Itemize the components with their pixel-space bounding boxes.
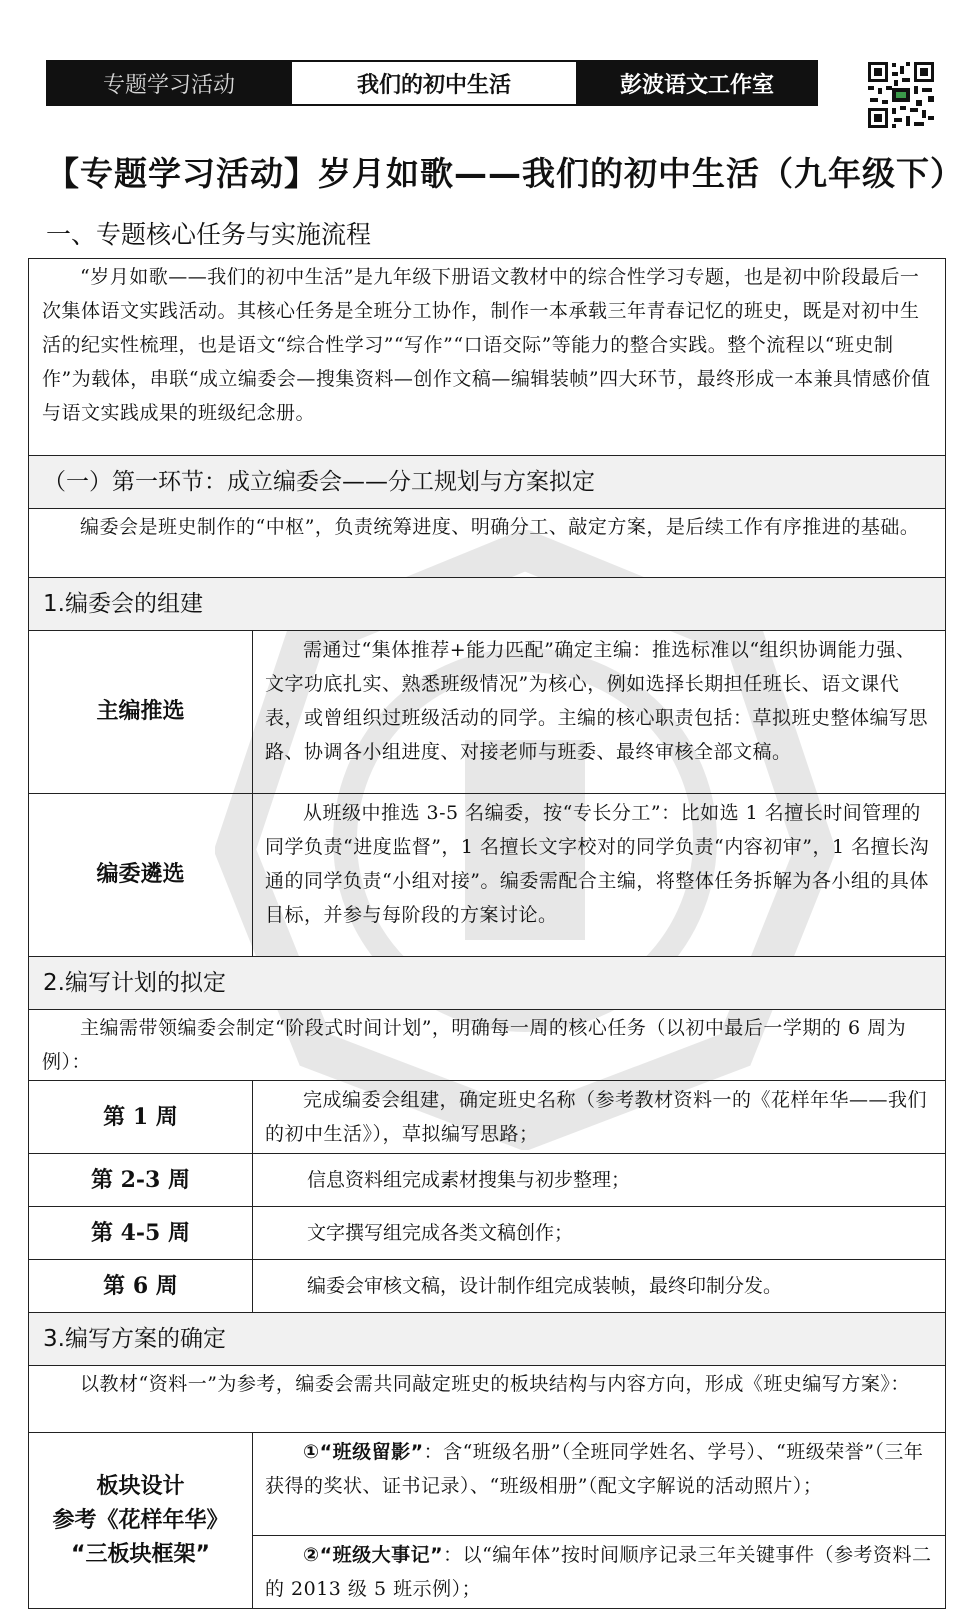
- week-text: 信息资料组完成素材搜集与初步整理；: [253, 1154, 946, 1207]
- plan-item-text: ：以“编年体”按时间顺序记录三年关键事件（参考资料二的 2013 级 5 班示例）；: [265, 1544, 932, 1600]
- stage1-heading: （一）第一环节：成立编委会——分工规划与方案拟定: [29, 456, 946, 509]
- sub1-heading-row: [29, 578, 946, 631]
- stage1-heading-row: [29, 456, 946, 509]
- week-label: 第 4-5 周: [29, 1207, 253, 1260]
- sub2-intro-row: [29, 1010, 946, 1081]
- sub3-intro-row: [29, 1366, 946, 1433]
- intro-row: [29, 259, 946, 456]
- week-label: 第 2-3 周: [29, 1154, 253, 1207]
- row-text: 从班级中推选 3-5 名编委，按“专长分工”：比如选 1 名擅长时间管理的同学负责“进度监督”，1 名擅长文字校对的同学负责“内容初审”，1 名擅长沟通的同学负责“小组对接”。编委需配合主编，将整体任务拆解为各小组的具体目标，并参与每阶段的方案讨论。: [253, 794, 946, 957]
- header-center-label: 我们的初中生活: [290, 62, 578, 104]
- week-text: 编委会审核文稿，设计制作组完成装帧，最终印制分发。: [253, 1260, 946, 1313]
- plan-item: [253, 1536, 946, 1609]
- plan-label-line2: 参考《花样年华》: [52, 1507, 229, 1533]
- sub3-heading: 3.编写方案的确定: [29, 1313, 946, 1366]
- content-table: [28, 258, 946, 1609]
- row-label: 主编推选: [29, 631, 253, 794]
- stage1-intro-row: [29, 509, 946, 578]
- sub2-heading-row: [29, 957, 946, 1010]
- week-label: 第 1 周: [29, 1081, 253, 1154]
- plan-label-line3: “三板块框架”: [71, 1541, 210, 1567]
- sub2-heading: 2.编写计划的拟定: [29, 957, 946, 1010]
- week-row: [29, 1154, 946, 1207]
- week-row: [29, 1081, 946, 1154]
- stage1-intro: 编委会是班史制作的“中枢”，负责统筹进度、明确分工、敲定方案，是后续工作有序推进的基础。: [80, 516, 920, 538]
- sub3-heading-row: [29, 1313, 946, 1366]
- header-right-label: 彭波语文工作室: [578, 62, 816, 104]
- sub3-intro: 以教材“资料一”为参考，编委会需共同敲定班史的板块结构与内容方向，形成《班史编写方案》：: [80, 1373, 910, 1395]
- section-heading: 一、专题核心任务与实施流程: [46, 220, 372, 249]
- week-row: [29, 1207, 946, 1260]
- sub1-heading: 1.编委会的组建: [29, 578, 946, 631]
- row-label: 编委遴选: [29, 794, 253, 957]
- plan-item-head: ①“班级留影”: [303, 1441, 424, 1463]
- table-row: [29, 794, 946, 957]
- week-label: 第 6 周: [29, 1260, 253, 1313]
- header-bar: [46, 60, 818, 106]
- header-left-label: 专题学习活动: [48, 62, 290, 104]
- page-title: 【专题学习活动】岁月如歌——我们的初中生活（九年级下）: [46, 154, 964, 193]
- plan-item-head: ②“班级大事记”: [303, 1544, 444, 1566]
- intro-paragraph: “岁月如歌——我们的初中生活”是九年级下册语文教材中的综合性学习专题，也是初中阶段最后一次集体语文实践活动。其核心任务是全班分工协作，制作一本承载三年青春记忆的班史，既是对初中生活的纪实性梳理，也是语文“综合性学习”“写作”“口语交际”等能力的整合实践。整个流程以“班史制作”为载体，串联“成立编委会—搜集资料—创作文稿—编辑装帧”四大环节，最终形成一本兼具情感价值与语文实践成果的班级纪念册。: [42, 266, 931, 424]
- week-row: [29, 1260, 946, 1313]
- plan-item-text: ：含“班级名册”（全班同学姓名、学号）、“班级荣誉”（三年获得的奖状、证书记录）、“班级相册”（配文字解说的活动照片）；: [265, 1441, 924, 1497]
- plan-label: [29, 1433, 253, 1609]
- table-row: [29, 631, 946, 794]
- row-text: 需通过“集体推荐+能力匹配”确定主编：推选标准以“组织协调能力强、文字功底扎实、熟悉班级情况”为核心，例如选择长期担任班长、语文课代表，或曾组织过班级活动的同学。主编的核心职责包括：草拟班史整体编写思路、协调各小组进度、对接老师与班委、最终审核全部文稿。: [253, 631, 946, 794]
- qr-code-icon: [866, 60, 936, 130]
- week-text: 完成编委会组建，确定班史名称（参考教材资料一的《花样年华——我们的初中生活》），草拟编写思路；: [253, 1081, 946, 1154]
- week-text: 文字撰写组完成各类文稿创作；: [253, 1207, 946, 1260]
- plan-label-line1: 板块设计: [96, 1473, 185, 1499]
- sub2-intro: 主编需带领编委会制定“阶段式时间计划”，明确每一周的核心任务（以初中最后一学期的 6 周为例）：: [42, 1017, 907, 1073]
- table-row: [29, 1433, 946, 1536]
- plan-item: [253, 1433, 946, 1536]
